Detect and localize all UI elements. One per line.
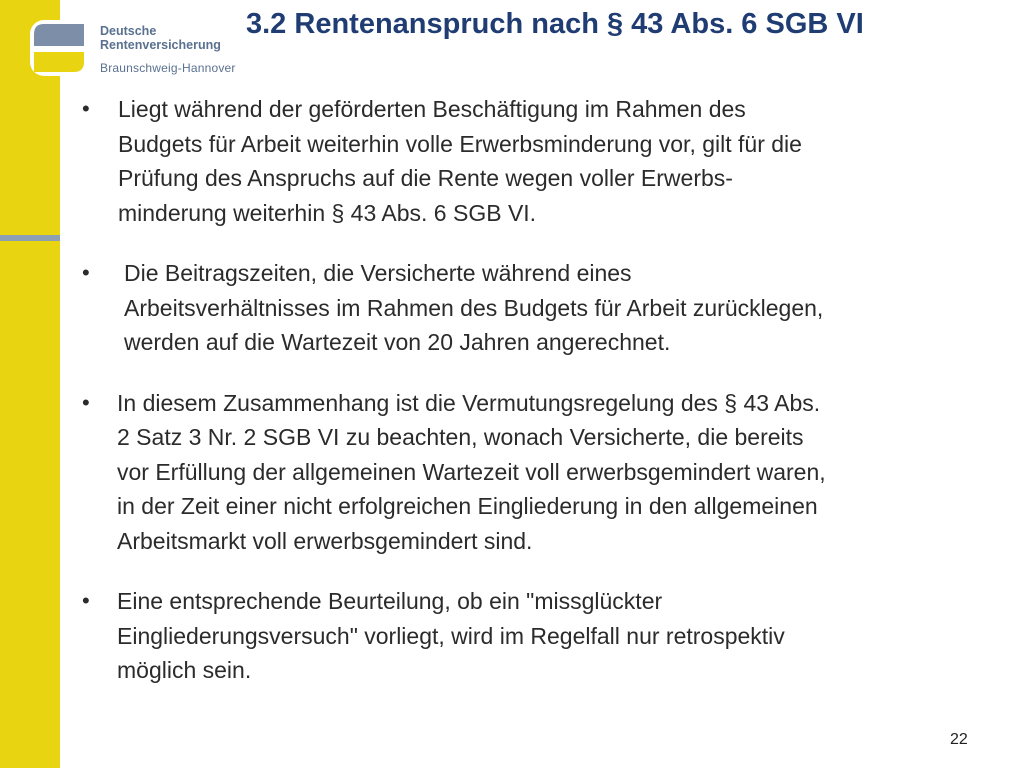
logo-line-region: Braunschweig-Hannover <box>100 61 236 75</box>
page-number: 22 <box>950 731 968 748</box>
logo-line-rentenversicherung: Rentenversicherung <box>100 38 221 52</box>
bullet-text: Eine entsprechende Beurteilung, ob ein "missglückter Eingliederungsversuch" vorliegt, wird im Regelfall nur retrospektiv möglich sein. <box>117 588 785 683</box>
bullet-text: In diesem Zusammenhang ist die Vermutungsregelung des § 43 Abs. 2 Satz 3 Nr. 2 SGB VI zu beachten, wonach Versicherte, die bereits vor Erfüllung der allgemeinen Wartezeit voll erwerbsgemindert waren, in der Zeit einer nicht erfolgreichen Eingliederung in den allgemeinen Arbeitsmarkt voll erwerbsgemindert sind. <box>117 389 826 554</box>
bullet-icon: • <box>82 588 90 613</box>
logo-wordmark <box>100 24 236 75</box>
bullet-text: Liegt während der geförderten Beschäftigung im Rahmen des Budgets für Arbeit weiterhin volle Erwerbsminderung vor, gilt für die Prüfung des Anspruchs auf die Rente wegen voller Erwerbs- minderung weiterhin § 43 Abs. 6 SGB VI. <box>118 96 802 226</box>
sidebar-divider <box>0 235 60 241</box>
logo-line-deutsche: Deutsche <box>100 24 157 38</box>
bullet-icon: • <box>82 96 90 121</box>
drv-logo-icon <box>28 2 90 80</box>
bullet-list <box>82 92 1002 714</box>
organization-logo <box>28 2 258 82</box>
bullet-icon: • <box>82 260 90 285</box>
bullet-item <box>82 584 1002 688</box>
slide-title: 3.2 Rentenanspruch nach § 43 Abs. 6 SGB VI <box>246 8 864 40</box>
bullet-item <box>82 92 1002 230</box>
bullet-item <box>82 256 1002 360</box>
bullet-item <box>82 386 1002 559</box>
sidebar-accent-bar <box>0 0 60 768</box>
bullet-text: Die Beitragszeiten, die Versicherte während eines Arbeitsverhältnisses im Rahmen des Budgets für Arbeit zurücklegen, werden auf die Wartezeit von 20 Jahren angerechnet. <box>124 260 824 355</box>
bullet-icon: • <box>82 389 90 415</box>
